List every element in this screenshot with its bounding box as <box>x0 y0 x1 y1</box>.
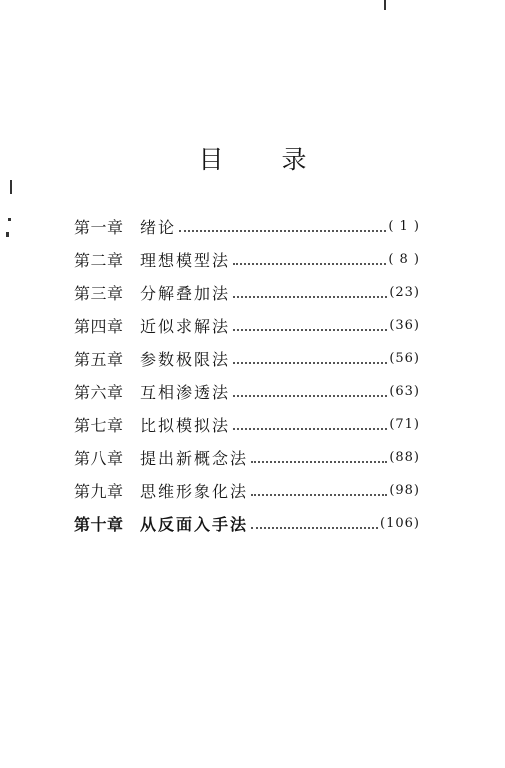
chapter-title: 从反面入手法 <box>140 515 249 534</box>
toc-row[interactable] <box>74 441 420 474</box>
chapter-label: 第八章 <box>74 449 124 468</box>
toc-row[interactable] <box>74 210 420 243</box>
page-number: (88) <box>389 450 420 465</box>
toc-row[interactable] <box>74 309 420 342</box>
chapter-label: 第七章 <box>74 416 124 435</box>
title-char-2: 录 <box>281 145 307 174</box>
page-number: (98) <box>389 483 420 498</box>
chapter-label: 第四章 <box>74 317 124 336</box>
chapter-label: 第三章 <box>74 284 124 303</box>
chapter-title: 绪论 <box>140 218 177 237</box>
dot-leader <box>251 527 378 529</box>
chapter-title: 互相渗透法 <box>140 383 231 402</box>
chapter-label: 第十章 <box>74 515 124 534</box>
page-number: ( 8 ) <box>388 252 420 267</box>
table-of-contents <box>74 210 420 540</box>
toc-row[interactable] <box>74 342 420 375</box>
dot-leader <box>233 329 387 331</box>
chapter-label: 第一章 <box>74 218 124 237</box>
scan-mark-top <box>384 0 386 10</box>
page-number: (36) <box>389 318 420 333</box>
dot-leader <box>251 494 387 496</box>
chapter-title: 思维形象化法 <box>140 482 249 501</box>
chapter-title: 理想模型法 <box>140 251 231 270</box>
dot-leader <box>233 296 387 298</box>
toc-row[interactable] <box>74 276 420 309</box>
page-number: (106) <box>380 516 420 531</box>
chapter-title: 提出新概念法 <box>140 449 249 468</box>
dot-leader <box>251 461 387 463</box>
chapter-label: 第九章 <box>74 482 124 501</box>
dot-leader <box>233 362 387 364</box>
chapter-title: 参数极限法 <box>140 350 231 369</box>
chapter-title: 比拟模拟法 <box>140 416 231 435</box>
scan-mark-left-2 <box>8 218 11 221</box>
toc-row[interactable] <box>74 375 420 408</box>
title-char-1: 目 <box>198 145 224 174</box>
toc-row[interactable] <box>74 474 420 507</box>
chapter-title: 近似求解法 <box>140 317 231 336</box>
page-number: (23) <box>389 285 420 300</box>
toc-row[interactable] <box>74 243 420 276</box>
toc-row[interactable] <box>74 507 420 540</box>
scan-mark-left-1 <box>10 180 12 194</box>
chapter-label: 第二章 <box>74 251 124 270</box>
page-number: (71) <box>389 417 420 432</box>
toc-row[interactable] <box>74 408 420 441</box>
dot-leader <box>233 263 386 265</box>
page-number: (56) <box>389 351 420 366</box>
chapter-label: 第六章 <box>74 383 124 402</box>
dot-leader <box>233 395 387 397</box>
page-number: ( 1 ) <box>388 219 420 234</box>
dot-leader <box>233 428 387 430</box>
chapter-label: 第五章 <box>74 350 124 369</box>
dot-leader <box>179 230 386 232</box>
chapter-title: 分解叠加法 <box>140 284 231 303</box>
page-number: (63) <box>389 384 420 399</box>
page-title <box>0 140 505 176</box>
scan-mark-left-3 <box>6 232 9 237</box>
